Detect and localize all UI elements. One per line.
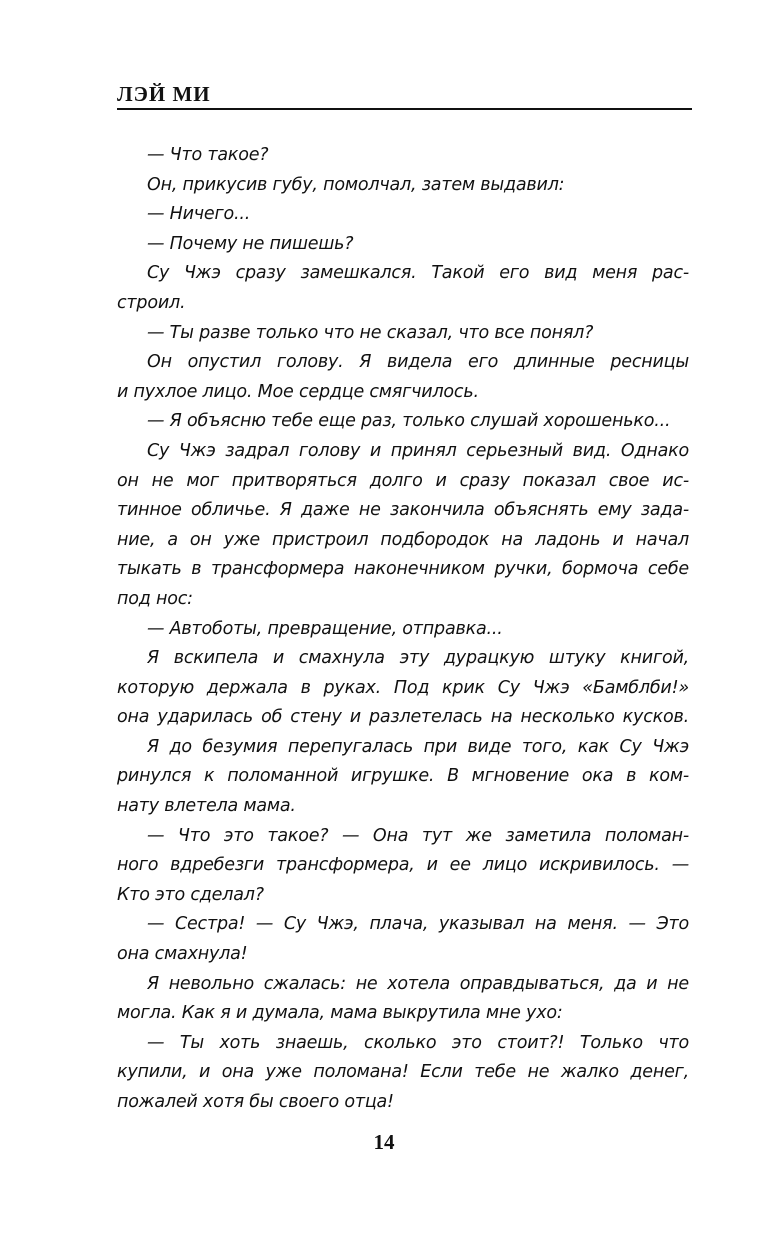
text-line: которую держала в руках. Под крик Су Чжэ «Бамблби!» bbox=[117, 677, 689, 698]
text-line: — Автоботы, превращение, отправка... bbox=[147, 618, 503, 639]
text-line: купили, и она уже поломана! Если тебе не жалко денег, bbox=[117, 1062, 689, 1083]
text-line: он не мог притворяться долго и сразу показал свое ис- bbox=[117, 470, 689, 491]
text-line: Он, прикусив губу, помолчал, затем выдавил: bbox=[147, 174, 565, 195]
text-line: Он опустил голову. Я видела его длинные ресницы bbox=[147, 352, 689, 373]
text-line: Я до безумия перепугалась при виде того, как Су Чжэ bbox=[147, 736, 689, 757]
header-rule bbox=[117, 108, 692, 110]
text-line: Я невольно сжалась: не хотела оправдываться, да и не bbox=[147, 973, 689, 994]
text-line: Кто это сделал? bbox=[117, 884, 264, 905]
text-line: — Сестра! — Су Чжэ, плача, указывал на меня. — Это bbox=[147, 914, 689, 935]
text-line: Су Чжэ задрал голову и принял серьезный вид. Однако bbox=[147, 440, 689, 461]
text-line: нату влетела мама. bbox=[117, 796, 296, 817]
page-body-text bbox=[117, 141, 689, 1118]
text-line: тыкать в трансформера наконечником ручки, бормоча себе bbox=[117, 559, 689, 580]
text-line: — Ты хоть знаешь, сколько это стоит?! Только что bbox=[147, 1032, 689, 1053]
text-line: ринулся к поломанной игрушке. В мгновение ока в ком- bbox=[117, 766, 689, 787]
text-line: тинное обличье. Я даже не закончила объяснять ему зада- bbox=[117, 500, 689, 521]
text-line: пожалей хотя бы своего отца! bbox=[117, 1092, 394, 1112]
text-line: Су Чжэ сразу замешкался. Такой его вид меня рас- bbox=[147, 263, 689, 284]
text-line: под нос: bbox=[117, 588, 193, 609]
page-number: 14 bbox=[373, 1130, 395, 1154]
text-line: строил. bbox=[117, 292, 186, 313]
text-line: — Ничего... bbox=[147, 204, 251, 225]
text-line: ного вдребезги трансформера, и ее лицо искривилось. — bbox=[117, 855, 689, 876]
text-line: — Почему не пишешь? bbox=[147, 233, 354, 254]
text-line: — Что такое? bbox=[147, 145, 269, 165]
text-line: — Ты разве только что не сказал, что все понял? bbox=[147, 322, 594, 343]
text-line: могла. Как я и думала, мама выкрутила мне ухо: bbox=[117, 1003, 563, 1024]
text-line: ние, а он уже пристроил подбородок на ладонь и начал bbox=[117, 529, 689, 550]
text-line: она смахнула! bbox=[117, 944, 248, 965]
text-line: она ударилась об стену и разлетелась на несколько кусков. bbox=[117, 707, 689, 728]
text-line: Я вскипела и смахнула эту дурацкую штуку книгой, bbox=[147, 648, 689, 669]
text-line: — Что это такое? — Она тут же заметила поломан- bbox=[147, 825, 689, 846]
running-header-author: ЛЭЙ МИ bbox=[117, 82, 211, 106]
text-line: — Я объясню тебе еще раз, только слушай хорошенько... bbox=[147, 411, 671, 432]
text-line: и пухлое лицо. Мое сердце смягчилось. bbox=[117, 381, 479, 402]
